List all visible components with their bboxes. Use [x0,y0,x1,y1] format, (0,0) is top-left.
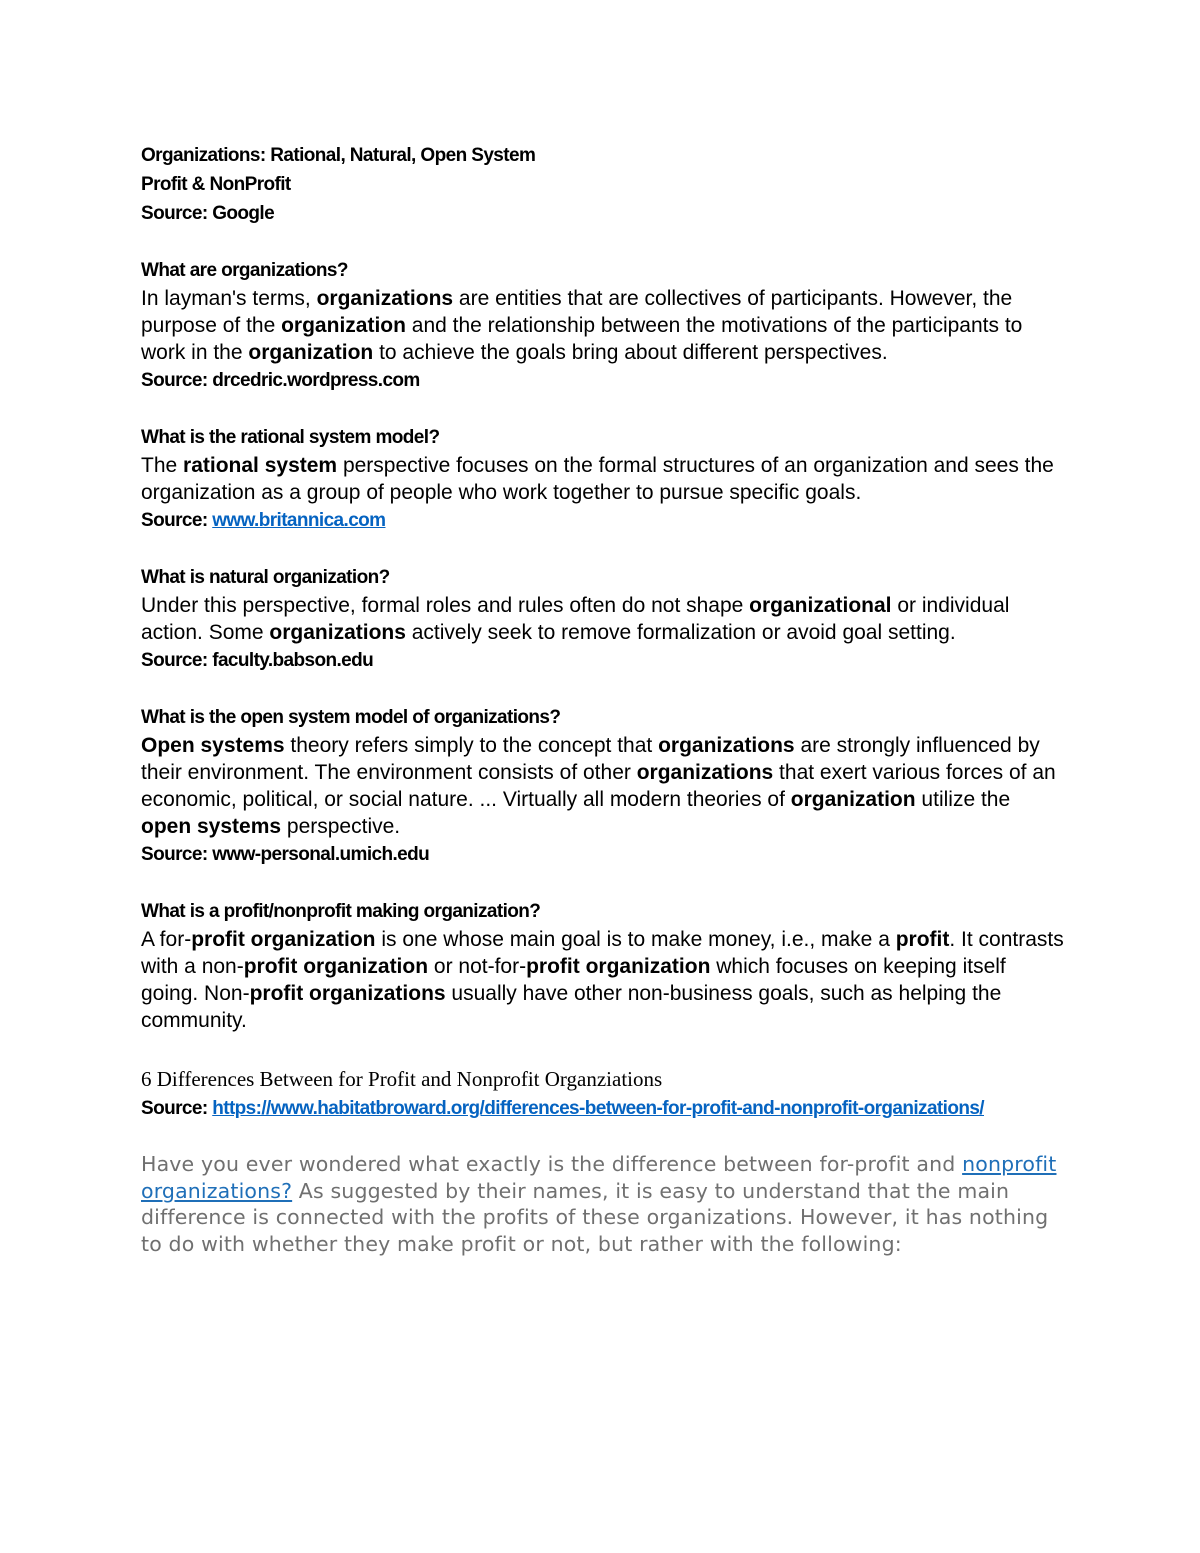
source-habitat [141,1094,1066,1123]
answer-text: or individual action. Some [141,594,1010,644]
source-umich: Source: www-personal.umich.edu [141,844,430,865]
spacer [141,675,1066,703]
spacer [141,228,1066,256]
answer-bold-term: profit organization [526,955,711,978]
source-label: Source: [141,510,213,531]
answer-text: to achieve the goals bring about different perspectives. [373,341,888,364]
document-page [141,141,1066,1257]
habitat-link[interactable]: https://www.habitatbroward.org/differences-between-for-profit-and-nonprofit-organizations/ [212,1098,984,1119]
answer-open-system [141,732,1066,840]
answer-bold-term: Open systems [141,734,285,757]
document-title: Organizations: Rational, Natural, Open System [141,145,536,166]
answer-text: and the relationship between the motivations of the participants to work in the [141,314,1023,364]
answer-bold-term: organizations [658,734,795,757]
answer-bold-term: profit organizations [249,982,446,1005]
section-heading: 6 Differences Between for Profit and Nonprofit Organziations [141,1067,663,1091]
answer-text: is one whose main goal is to make money, i.e., make a [375,928,896,951]
source-drcedric: Source: drcedric.wordpress.com [141,370,420,391]
answer-bold-term: rational system [183,454,338,477]
answer-bold-term: organizations [269,621,406,644]
answer-text: Under this perspective, formal roles and rules often do not shape [141,594,750,617]
intro-text: Have you ever wondered what exactly is the difference between for-profit and [141,1152,963,1176]
question-rational-system: What is the rational system model? [141,427,440,448]
answer-profit-nonprofit [141,926,1066,1034]
answer-bold-term: open systems [141,815,282,838]
answer-text: that exert various forces of an economic, political, or social nature. ... Virtually all modern theories of [141,761,1056,811]
answer-text: usually have other non-business goals, such as helping the community. [141,982,1002,1032]
answer-text: perspective. [281,815,401,838]
answer-bold-term: organizations [316,287,454,310]
britannica-link[interactable]: www.britannica.com [212,510,386,531]
answer-bold-term: profit organization [191,928,376,951]
answer-bold-term: profit organization [243,955,429,978]
answer-text: perspective focuses on the formal structures of an organization and sees the organization as a group of people who work together to pursue specific goals. [141,454,1054,504]
question-natural-organization: What is natural organization? [141,567,390,588]
spacer [141,535,1066,563]
question-organizations: What are organizations? [141,260,348,281]
answer-bold-term: profit [895,928,950,951]
spacer [141,1034,1066,1062]
answer-bold-term: organization [248,341,374,364]
answer-bold-term: organization [790,788,916,811]
spacer [141,395,1066,423]
answer-organizations [141,285,1066,366]
answer-text: A for- [141,928,192,951]
intro-text: As suggested by their names, it is easy to understand that the main difference is connected with the profits of these organizations. However, it has nothing to do with whether they make profit or not, but rather with the following: [141,1178,1049,1256]
answer-text: or not-for- [428,955,527,978]
answer-text: which focuses on keeping itself going. Non- [141,955,1006,1005]
answer-bold-term: organization [281,314,406,337]
answer-text: are strongly influenced by their environment. The environment consists of other [141,734,1040,784]
answer-text: theory refers simply to the concept that [284,734,659,757]
spacer [141,1123,1066,1151]
answer-text: are entities that are collectives of participants. However, the purpose of the [141,287,1013,337]
answer-bold-term: organizations [636,761,774,784]
answer-text: actively seek to remove formalization or avoid goal setting. [405,621,956,644]
answer-text: utilize the [915,788,1011,811]
answer-text: The [141,454,184,477]
source-babson: Source: faculty.babson.edu [141,650,374,671]
answer-rational-system [141,452,1066,506]
document-source: Source: Google [141,203,275,224]
intro-paragraph [141,1151,1066,1257]
answer-text: In layman's terms, [141,287,317,310]
nonprofit-organizations-link[interactable]: nonprofit organizations? [141,1152,1057,1203]
answer-text: . It contrasts with a non- [141,928,1064,978]
source-label: Source: [141,1098,213,1119]
answer-natural-organization [141,592,1066,646]
document-subtitle: Profit & NonProfit [141,174,291,195]
source-britannica [141,506,1066,535]
question-profit-nonprofit: What is a profit/nonprofit making organization? [141,901,541,922]
spacer [141,869,1066,897]
answer-bold-term: organizational [749,594,892,617]
question-open-system: What is the open system model of organizations? [141,707,561,728]
